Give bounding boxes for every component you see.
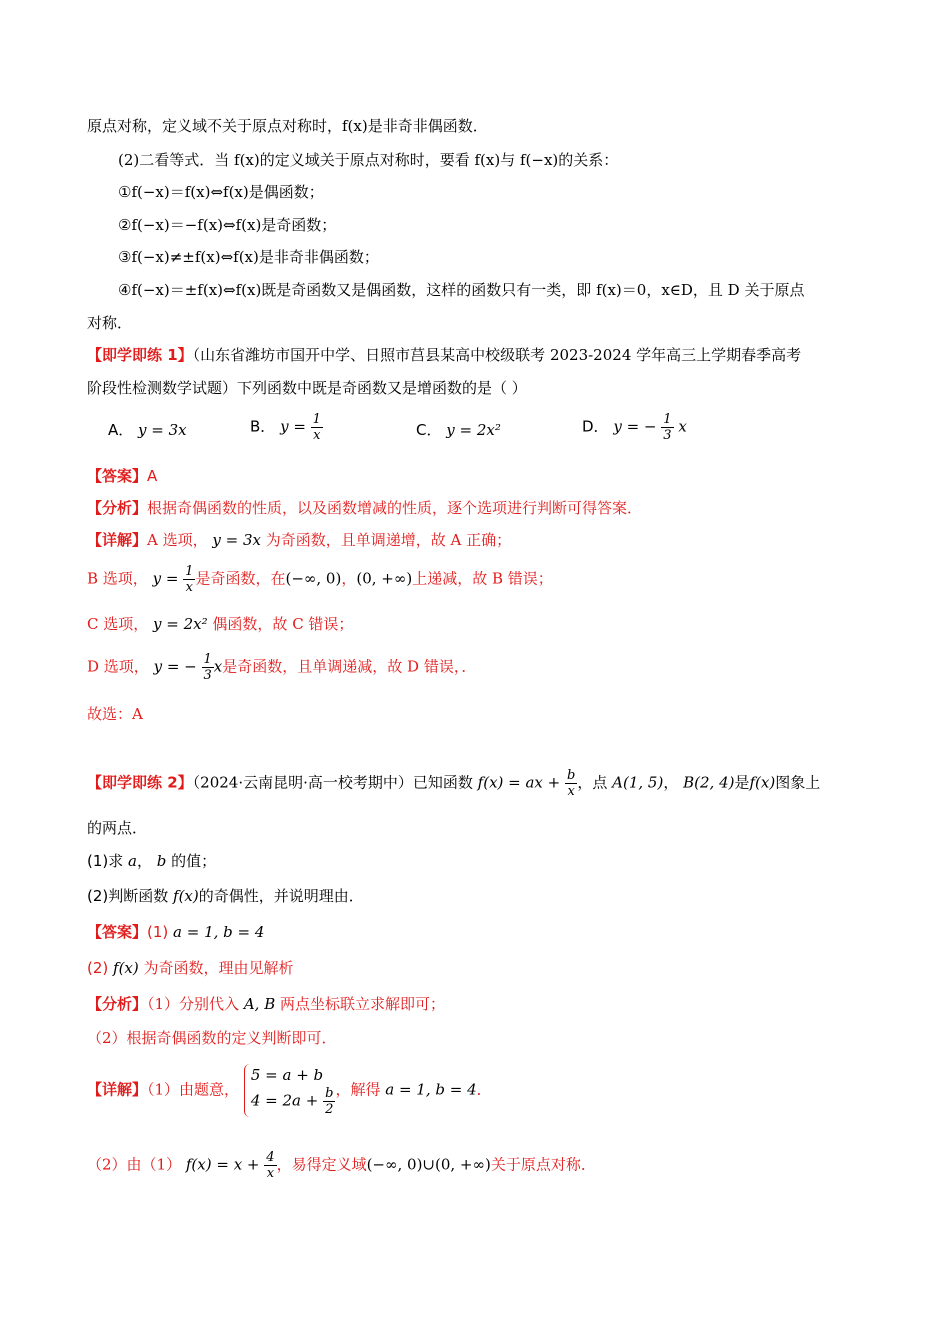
answer-value: A xyxy=(147,467,158,485)
ex1-detail-d xyxy=(87,652,476,683)
detail2-domain: (−∞, 0)∪(0, +∞) xyxy=(366,1155,491,1174)
option-expr: y = 2x² xyxy=(446,421,501,439)
ans2-func: f(x) xyxy=(113,959,139,977)
frac-den: 3 xyxy=(663,428,672,443)
option-label: C． xyxy=(416,421,442,439)
ex2-header xyxy=(87,768,820,799)
intro-line-2: (2)二看等式．当 f(x)的定义域关于原点对称时，要看 f(x)与 f(−x)的关系： xyxy=(118,151,619,169)
ex1-source-a: （山东省潍坊市国开中学、日照市莒县某高中校级联考 2023-2024 学年高三上学期春季高考 xyxy=(192,346,802,364)
frac-num: 1 xyxy=(185,564,194,579)
q1-post: 的值； xyxy=(171,852,217,870)
frac-den: 2 xyxy=(325,1102,334,1117)
system-row-2 xyxy=(251,1086,336,1117)
answer-tag: 【答案】 xyxy=(87,923,148,941)
detail-lhs: y = xyxy=(152,569,179,588)
ex1-detail-c xyxy=(87,614,353,634)
detail-text: 是奇函数，且单调递减，故 D 错误，． xyxy=(222,657,477,676)
option-lhs: y = xyxy=(280,417,306,436)
detail1-prefix: （1）由题意， xyxy=(147,1080,240,1099)
intro-item-2: ②f(−x)＝−f(x)⇔f(x)是奇函数； xyxy=(118,216,337,234)
q2-prefix: (2)判断函数 xyxy=(87,887,169,905)
option-label: D． xyxy=(582,417,609,436)
var-a: a xyxy=(128,852,137,870)
frac-den: 3 xyxy=(203,668,212,683)
ex2-answer-1 xyxy=(87,922,264,942)
interval-2: (0, +∞) xyxy=(356,569,413,588)
option-label: B． xyxy=(250,417,276,436)
intro-item-4a: ④f(−x)＝±f(x)⇔f(x)既是奇函数又是偶函数，这样的函数只有一类，即 f(x)＝0，x∈D，且 D 关于原点 xyxy=(118,281,805,299)
intro-line-1: 原点对称，定义域不关于原点对称时，f(x)是非奇非偶函数． xyxy=(87,117,488,135)
ex1-detail-b xyxy=(87,564,553,595)
ans2-post: 为奇函数，理由见解析 xyxy=(143,959,294,977)
ex1-analysis xyxy=(87,498,642,518)
frac-num: b xyxy=(567,768,576,783)
detail-fraction xyxy=(202,652,214,683)
analysis1-post: 两点坐标联立求解即可； xyxy=(280,995,446,1013)
detail-text: 为奇函数，且单调递增，故 A 正确； xyxy=(265,531,512,549)
frac-den: x xyxy=(185,580,193,595)
intro-item-1: ①f(−x)＝f(x)⇔f(x)是偶函数； xyxy=(118,183,324,201)
frac-den: x xyxy=(567,784,575,799)
ex1-tag: 【即学即练 1】 xyxy=(87,346,193,364)
ex2-tag: 【即学即练 2】 xyxy=(87,773,193,792)
detail-fraction xyxy=(183,564,195,595)
detail1-mid: ，解得 xyxy=(335,1080,381,1099)
option-expr: y = 3x xyxy=(138,421,187,439)
ex1-conclusion: 故选：A xyxy=(87,705,143,723)
detail-tag: 【详解】 xyxy=(87,1080,148,1099)
q2-func: f(x) xyxy=(173,887,199,905)
system-row-2-lhs: 4 = 2a + xyxy=(250,1091,319,1110)
ex1-header xyxy=(87,345,801,365)
ex1-option-c xyxy=(416,420,501,440)
ex2-mid: ，点 xyxy=(577,773,608,792)
frac-num: 1 xyxy=(663,412,672,427)
frac-num: b xyxy=(325,1086,334,1101)
ex2-question-1 xyxy=(87,851,216,871)
frac-num: 1 xyxy=(203,652,212,667)
separator: ， xyxy=(663,773,679,792)
ex2-answer-2 xyxy=(87,958,294,978)
frac-num: 1 xyxy=(312,412,321,427)
analysis-tag: 【分析】 xyxy=(87,499,148,517)
point-b: B(2, 4) xyxy=(683,773,735,792)
ans2-prefix: (2) xyxy=(87,959,109,977)
ex2-detail-1 xyxy=(87,1064,492,1117)
detail-expr: y = 2x² xyxy=(153,615,208,633)
detail-prefix: B 选项， xyxy=(87,569,148,588)
ans1-value: a = 1, b = 4 xyxy=(173,923,265,941)
analysis1-points: A, B xyxy=(243,995,276,1013)
ex2-post: 是 xyxy=(734,773,750,792)
ex2-tail: 图象上 xyxy=(775,773,821,792)
detail2-prefix: （2）由（1） xyxy=(87,1155,182,1174)
detail2-post: 关于原点对称． xyxy=(490,1155,596,1174)
var-b: b xyxy=(156,852,167,870)
option-fraction xyxy=(661,412,673,443)
detail2-fraction xyxy=(264,1150,276,1181)
option-fraction xyxy=(311,412,323,443)
func-name: f(x) xyxy=(749,773,776,792)
option-label: A． xyxy=(108,421,134,439)
analysis1-prefix: （1）分别代入 xyxy=(147,995,240,1013)
ex1-option-b xyxy=(250,412,323,443)
frac-den: x xyxy=(266,1166,275,1181)
ex1-answer xyxy=(87,466,157,486)
func-lhs: f(x) = ax + xyxy=(477,773,561,792)
separator: ， xyxy=(136,852,152,870)
detail-prefix: C 选项， xyxy=(87,615,149,633)
ex1-option-a xyxy=(108,420,187,440)
detail-text: 上递减，故 B 错误； xyxy=(412,569,553,588)
separator: ， xyxy=(341,569,357,588)
system-fraction xyxy=(323,1086,335,1117)
analysis-tag: 【分析】 xyxy=(87,995,148,1013)
ex2-question-2 xyxy=(87,886,364,906)
detail-tag: 【详解】 xyxy=(87,531,148,549)
detail-expr: y = 3x xyxy=(212,531,261,549)
answer-tag: 【答案】 xyxy=(87,467,148,485)
detail-tail: x xyxy=(213,657,223,676)
ex2-source: （2024·云南昆明·高一校考期中）已知函数 xyxy=(192,773,473,792)
ex1-option-d xyxy=(582,412,687,443)
equation-system xyxy=(244,1064,336,1117)
ex1-detail-a xyxy=(87,530,511,550)
func-fraction xyxy=(565,768,577,799)
detail1-end: ． xyxy=(476,1080,492,1099)
ex1-source-b: 阶段性检测数学试题）下列函数中既是奇函数又是增函数的是（ ） xyxy=(87,379,527,397)
option-tail: x xyxy=(678,417,687,436)
intro-item-3: ③f(−x)≠±f(x)⇔f(x)是非奇非偶函数； xyxy=(118,248,379,266)
ans1-prefix: (1) xyxy=(147,923,169,941)
ex2-line-2: 的两点． xyxy=(87,819,148,837)
ex2-analysis-1 xyxy=(87,994,445,1014)
point-a: A(1, 5) xyxy=(612,773,664,792)
ex2-detail-2 xyxy=(87,1150,596,1181)
detail-lhs: y = − xyxy=(153,657,197,676)
detail1-solution: a = 1, b = 4 xyxy=(385,1080,477,1099)
frac-den: x xyxy=(313,428,321,443)
intro-item-4b: 对称． xyxy=(87,314,133,332)
detail2-lhs: f(x) = x + xyxy=(185,1155,260,1174)
q2-post: 的奇偶性，并说明理由． xyxy=(198,887,364,905)
interval-1: (−∞, 0) xyxy=(285,569,342,588)
ex2-analysis-2: （2）根据奇偶函数的定义判断即可． xyxy=(87,1029,337,1047)
analysis-text: 根据奇偶函数的性质，以及函数增减的性质，逐个选项进行判断可得答案． xyxy=(147,499,643,517)
detail2-mid: ，易得定义域 xyxy=(276,1155,367,1174)
detail-prefix: A 选项， xyxy=(147,531,208,549)
detail-text: 偶函数，故 C 错误； xyxy=(212,615,354,633)
detail-text: 是奇函数，在 xyxy=(195,569,286,588)
frac-num: 4 xyxy=(266,1150,275,1165)
q1-prefix: (1)求 xyxy=(87,852,124,870)
option-lhs: y = − xyxy=(613,417,657,436)
detail-prefix: D 选项， xyxy=(87,657,149,676)
system-row-1: 5 = a + b xyxy=(250,1066,324,1084)
